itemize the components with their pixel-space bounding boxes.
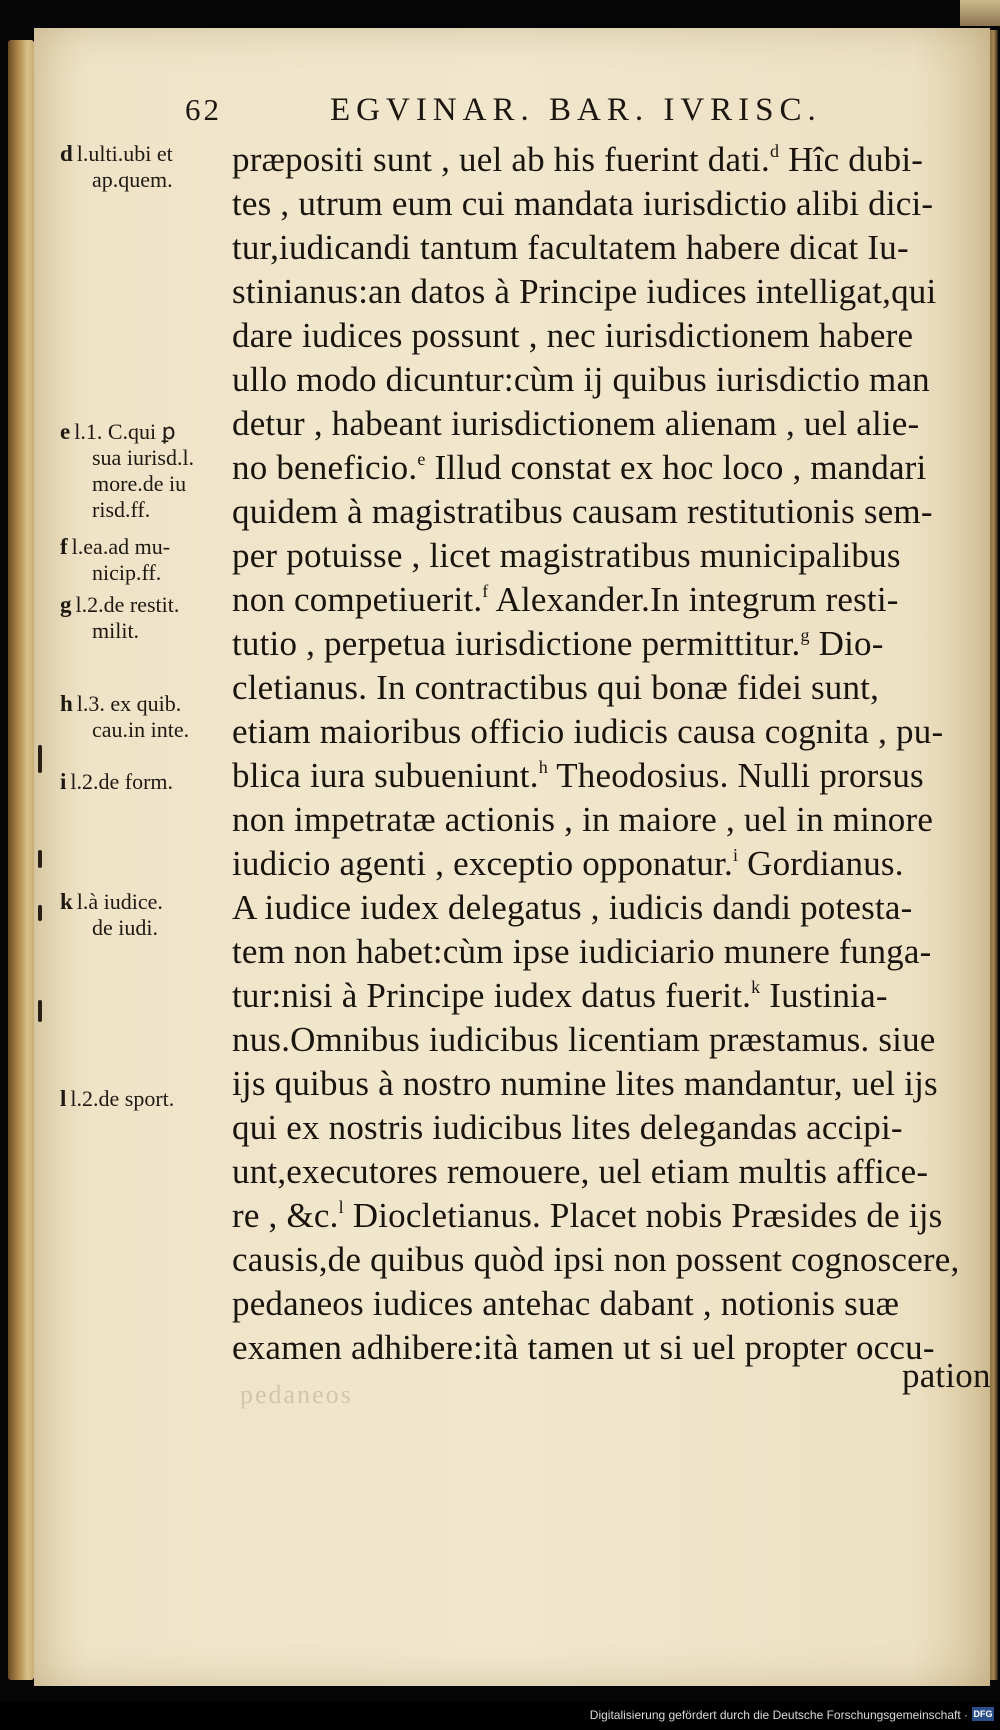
margin-note-key: f [60,534,68,559]
show-through-text: pedaneos [240,1380,353,1409]
text-line [232,1020,936,1060]
text-segment: pedaneos iudices antehac dabant , notionis suæ [232,1284,900,1323]
margin-note-text: l.1. C.qui ꝑ [74,419,176,444]
text-segment: qui ex nostris iudicibus lites delegandas accipi- [232,1108,903,1147]
running-title: EGVINAR. BAR. IVRISC. [330,92,822,128]
text-segment: detur , habeant iurisdictionem alienam , uel alie- [232,404,920,443]
text-segment: non impetratæ actionis , in maiore , uel in minore [232,800,934,839]
margin-note [92,446,194,470]
text-segment: Illud constat ex hoc loco , mandari [425,448,927,487]
text-line [232,272,936,312]
book-edge-left [8,40,34,1680]
text-line [232,976,888,1016]
footer-bar [0,1702,1000,1730]
text-line [232,536,901,576]
margin-note [60,142,173,166]
text-line [232,360,930,400]
text-segment: Gordianus. [738,844,904,883]
footnote-marker: i [732,845,739,865]
text-segment: cletianus. In contractibus qui bonæ fidei sunt, [232,668,880,707]
text-line [232,624,884,664]
margin-note-text: ap.quem. [92,167,173,192]
text-segment: tes , utrum eum cui mandata iurisdictio alibi dici- [232,184,934,223]
margin-note-key: h [60,691,73,716]
margin-note-text: l.2.de restit. [75,592,180,617]
margin-note-key: i [60,769,67,794]
text-line [232,800,933,840]
text-line [232,888,912,928]
footnote-marker: f [482,581,489,601]
footnote-marker: h [538,757,548,777]
text-segment: examen adhibere:ità tamen ut si uel propter occu- [232,1328,935,1367]
text-segment: tur:nisi à Principe iudex datus fuerit. [232,976,752,1015]
footnote-marker: g [800,625,810,645]
margin-note-text: more.de iu [92,471,187,496]
text-segment: tutio , perpetua iurisdictione permittitur. [232,624,801,663]
text-line [232,712,943,752]
text-segment: præpositi sunt , uel ab his fuerint dati. [232,140,771,179]
ink-mark [38,745,42,773]
margin-note [60,770,173,794]
margin-note [60,420,176,444]
margin-note-text: l.3. ex quib. [76,691,182,716]
text-line [232,1240,959,1280]
footnote-marker: e [417,449,426,469]
margin-note [60,535,170,559]
margin-note-text: l.2.de sport. [70,1086,175,1111]
text-segment: Diocletianus. Placet nobis Præsides de ijs [343,1196,943,1235]
text-line [232,580,899,620]
margin-note [60,1087,174,1111]
text-line [232,1064,938,1104]
margin-note [92,472,186,496]
text-segment: per potuisse , licet magistratibus municipalibus [232,536,901,575]
text-segment: Theodosius. Nulli prorsus [547,756,924,795]
text-segment: Hîc dubi- [779,140,924,179]
margin-note-key: g [60,592,72,617]
ink-mark [38,905,42,921]
margin-note-text: l.ulti.ubi et [76,141,173,166]
margin-note-key: e [60,419,71,444]
text-segment: etiam maioribus officio iudicis causa cognita , pu- [232,712,944,751]
text-line [232,756,924,796]
margin-note-text: milit. [92,618,140,643]
margin-note-text: l.à iudice. [76,889,163,914]
text-segment: tur,iudicandi tantum facultatem habere dicat Iu- [232,228,909,267]
margin-note [60,692,181,716]
text-segment: Dio- [809,624,884,663]
text-line [232,1108,903,1148]
text-segment: unt,executores remouere, uel etiam multis affice- [232,1152,929,1191]
margin-note [60,890,163,914]
margin-note [92,718,189,742]
margin-note-text: l.ea.ad mu- [71,534,171,559]
text-segment: quidem à magistratibus causam restitutionis sem- [232,492,933,531]
margin-note-text: risd.ff. [92,497,151,522]
text-segment: re , &c. [232,1196,339,1235]
text-line [232,316,913,356]
text-line [232,492,933,532]
margin-note-text: nicip.ff. [92,560,162,585]
text-segment: dare iudices possunt , nec iurisdictionem habere [232,316,914,355]
text-line [232,184,933,224]
text-line [232,1152,928,1192]
text-segment: Alexander.In integrum resti- [488,580,899,619]
text-line [232,228,909,268]
text-segment: nus.Omnibus iudicibus licentiam præstamus. siue [232,1020,936,1059]
text-segment: iudicio agenti , exceptio opponatur. [232,844,733,883]
text-line [232,140,923,180]
margin-note-text: l.2.de form. [70,769,174,794]
text-line [232,668,879,708]
text-segment: no beneficio. [232,448,418,487]
text-line [232,932,931,972]
ink-mark [38,850,42,868]
page-header [185,92,985,132]
catchword: pation [902,1356,991,1395]
margin-note-text: de iudi. [92,915,158,940]
page-number: 62 [185,92,222,127]
margin-note-text: cau.in inte. [92,717,190,742]
margin-note [92,498,150,522]
text-segment: tem non habet:cùm ipse iudiciario munere funga- [232,932,932,971]
footnote-marker: d [770,141,780,161]
margin-note-text: sua iurisd.l. [92,445,195,470]
dfg-logo: DFG [973,1709,993,1719]
footnote-marker: k [751,977,761,997]
text-segment: blica iura subueniunt. [232,756,539,795]
text-line [232,448,926,488]
text-segment: causis,de quibus quòd ipsi non possent cognoscere, [232,1240,960,1279]
text-segment: A iudice iudex delegatus , iudicis dandi potesta- [232,888,913,927]
margin-note [92,168,173,192]
text-segment: non competiuerit. [232,580,483,619]
margin-note-key: d [60,141,73,166]
margin-note [92,561,161,585]
margin-note [92,916,158,940]
margin-note [92,619,139,643]
text-line [232,1196,942,1236]
corner-tab [960,0,1000,26]
text-segment: stinianus:an datos à Principe iudices intelligat,qui [232,272,937,311]
margin-note-key: l [60,1086,67,1111]
text-segment: ijs quibus à nostro numine lites mandantur, uel ijs [232,1064,938,1103]
text-segment: ullo modo dicuntur:cùm ij quibus iurisdictio man [232,360,930,399]
text-line [232,1328,935,1368]
footnote-marker: l [338,1197,344,1217]
ink-mark [38,1000,42,1022]
margin-note [60,593,179,617]
text-line [232,844,904,884]
digitization-credit: Digitalisierung gefördert durch die Deutsche Forschungsgemeinschaft · [589,1708,968,1722]
text-line [232,404,919,444]
text-line [232,1284,899,1324]
margin-note-key: k [60,889,73,914]
text-segment: Iustinia- [760,976,888,1015]
